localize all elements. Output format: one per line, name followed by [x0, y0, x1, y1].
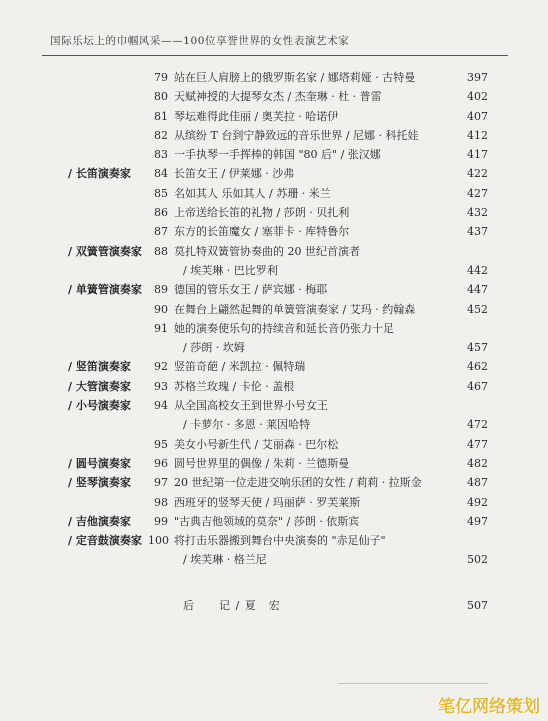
- watermark-logo: 笔亿网络策划: [438, 697, 540, 717]
- toc-entry-page: 437: [467, 225, 488, 239]
- toc-entry: [0, 68, 548, 87]
- toc-entry-page: 407: [467, 109, 488, 123]
- toc-entry-title: 一手执琴一手挥棒的韩国 "80 后" / 张汉娜: [174, 148, 381, 162]
- toc-entry-title: 琴坛难得此佳丽 / 奥芙拉 · 哈诺伊: [174, 109, 339, 123]
- toc-entry-number: 90: [154, 302, 168, 316]
- toc-entry-title: 德国的管乐女王 / 萨宾娜 · 梅耶: [174, 283, 328, 297]
- toc-entry-page: 432: [467, 206, 488, 220]
- toc-entry: [0, 396, 548, 415]
- toc-entry-title: 长笛女王 / 伊莱娜 · 沙弗: [174, 167, 295, 181]
- toc-entry: [0, 493, 548, 512]
- toc-entry-page: 452: [467, 302, 488, 316]
- toc-entry-title: 西班牙的竖琴天使 / 玛丽萨 · 罗芙莱斯: [174, 495, 361, 509]
- toc-entry: [0, 531, 548, 550]
- toc-entry-page: 502: [467, 553, 488, 567]
- toc-entry-page: 412: [467, 128, 488, 142]
- toc-entry: [0, 242, 548, 261]
- toc-entry-title: / 卡萝尔 · 多恩 · 莱因哈特: [183, 418, 311, 432]
- toc-entry-title: / 莎朗 · 坎姆: [183, 341, 245, 355]
- toc-entry: [0, 415, 548, 434]
- table-of-contents: [0, 68, 548, 570]
- toc-entry-number: 94: [154, 399, 168, 413]
- toc-entry-page: 462: [467, 360, 488, 374]
- toc-entry-number: 86: [154, 206, 168, 220]
- toc-entry-title: 苏格兰玫瑰 / 卡伦 · 盖根: [174, 379, 295, 393]
- toc-entry-page: 487: [467, 476, 488, 490]
- toc-entry-title: 天赋神授的大提琴女杰 / 杰奎琳 · 杜 · 普雷: [174, 90, 382, 104]
- toc-entry-page: 427: [467, 186, 488, 200]
- afterword-page: 507: [467, 599, 488, 612]
- toc-section-label: / 大管演奏家: [68, 379, 131, 393]
- toc-entry-title: 圆号世界里的偶像 / 朱莉 · 兰德斯曼: [174, 456, 350, 470]
- toc-section-label: / 双簧管演奏家: [68, 244, 142, 258]
- toc-entry-number: 87: [154, 225, 168, 239]
- toc-entry-number: 96: [154, 456, 168, 470]
- toc-entry-title: 在舞台上翩然起舞的单簧管演奏家 / 艾玛 · 约翰森: [174, 302, 416, 316]
- toc-entry: [0, 261, 548, 280]
- toc-entry-page: 472: [467, 418, 488, 432]
- toc-entry: [0, 435, 548, 454]
- toc-entry-number: 83: [154, 148, 168, 162]
- toc-section-label: / 小号演奏家: [68, 399, 131, 413]
- toc-entry-number: 80: [154, 90, 168, 104]
- toc-entry-title: 名如其人 乐如其人 / 苏珊 · 米兰: [174, 186, 331, 200]
- toc-entry-number: 81: [154, 109, 168, 123]
- toc-entry-page: 467: [467, 379, 488, 393]
- toc-entry-page: 457: [467, 341, 488, 355]
- toc-entry-page: 497: [467, 514, 488, 528]
- toc-entry: [0, 473, 548, 492]
- toc-entry: [0, 338, 548, 357]
- toc-entry-page: 477: [467, 437, 488, 451]
- toc-entry-number: 79: [154, 71, 168, 84]
- toc-section-label: / 圆号演奏家: [68, 456, 131, 470]
- toc-entry: [0, 184, 548, 203]
- running-header: 国际乐坛上的巾帼风采——100位享誉世界的女性表演艺术家: [50, 35, 350, 47]
- toc-entry-number: 91: [154, 321, 168, 335]
- afterword-title: 后 记 / 夏 宏: [183, 599, 281, 612]
- toc-entry-number: 85: [154, 186, 168, 200]
- toc-entry: [0, 107, 548, 126]
- toc-entry-title: 20 世纪第一位走进交响乐团的女性 / 莉莉 · 拉斯金: [174, 476, 422, 490]
- toc-entry-number: 82: [154, 128, 168, 142]
- toc-entry-page: 417: [467, 148, 488, 162]
- toc-entry: [0, 550, 548, 569]
- toc-entry-page: 492: [467, 495, 488, 509]
- toc-entry-page: 442: [467, 263, 488, 277]
- toc-section-label: / 吉他演奏家: [68, 514, 131, 528]
- toc-entry: [0, 319, 548, 338]
- afterword-entry: [0, 596, 548, 615]
- toc-section-label: / 单簧管演奏家: [68, 283, 142, 297]
- toc-entry-title: 她的演奏使乐句的持续音和延长音仍张力十足: [174, 321, 394, 335]
- toc-entry: [0, 164, 548, 183]
- toc-entry: [0, 377, 548, 396]
- toc-entry-title: / 埃芙琳 · 巴比罗利: [183, 263, 278, 277]
- toc-entry-title: 从全国高校女王到世界小号女王: [174, 399, 328, 413]
- toc-entry-title: / 埃芙琳 · 格兰尼: [183, 553, 267, 567]
- toc-entry-title: 竖笛奇葩 / 米凯拉 · 佩特瑞: [174, 360, 306, 374]
- toc-entry: [0, 280, 548, 299]
- toc-section-label: / 定音鼓演奏家: [68, 534, 142, 548]
- toc-entry: [0, 87, 548, 106]
- toc-section-label: / 竖琴演奏家: [68, 476, 131, 490]
- toc-entry: [0, 300, 548, 319]
- toc-entry: [0, 512, 548, 531]
- toc-entry-number: 93: [154, 379, 168, 393]
- toc-entry-page: 482: [467, 456, 488, 470]
- toc-entry-title: 站在巨人肩膀上的俄罗斯名家 / 娜塔莉娅 · 古特曼: [174, 71, 416, 84]
- toc-entry-page: 402: [467, 90, 488, 104]
- toc-entry-page: 422: [467, 167, 488, 181]
- toc-entry-page: 447: [467, 283, 488, 297]
- toc-entry-number: 99: [154, 514, 168, 528]
- toc-entry-title: 美女小号新生代 / 艾丽森 · 巴尔松: [174, 437, 339, 451]
- toc-entry-title: 上帝送给长笛的礼物 / 莎朗 · 贝扎利: [174, 206, 350, 220]
- toc-entry: [0, 222, 548, 241]
- toc-entry-title: 将打击乐器搬到舞台中央演奏的 "赤足仙子": [174, 534, 386, 548]
- toc-entry-number: 92: [154, 360, 168, 374]
- toc-entry-title: 东方的长笛魔女 / 塞菲卡 · 库特鲁尔: [174, 225, 350, 239]
- toc-entry-number: 100: [148, 534, 169, 548]
- toc-entry-title: "古典吉他领域的莫奈" / 莎朗 · 依斯宾: [174, 514, 360, 528]
- toc-entry: [0, 126, 548, 145]
- header-rule: [42, 55, 508, 56]
- toc-entry: [0, 454, 548, 473]
- toc-entry-number: 84: [154, 167, 168, 181]
- toc-entry-title: 莫扎特双簧管协奏曲的 20 世纪首演者: [174, 244, 360, 258]
- toc-entry-number: 95: [154, 437, 168, 451]
- toc-entry-number: 98: [154, 495, 168, 509]
- toc-entry-page: 397: [467, 71, 488, 84]
- toc-entry-number: 88: [154, 244, 168, 258]
- toc-entry: [0, 203, 548, 222]
- toc-entry-number: 89: [154, 283, 168, 297]
- toc-entry-title: 从缤纷 T 台到宁静致远的音乐世界 / 尼娜 · 科托娃: [174, 128, 419, 142]
- toc-section-label: / 长笛演奏家: [68, 167, 131, 181]
- toc-entry: [0, 145, 548, 164]
- toc-entry-number: 97: [154, 476, 168, 490]
- toc-section-label: / 竖笛演奏家: [68, 360, 131, 374]
- toc-entry: [0, 357, 548, 376]
